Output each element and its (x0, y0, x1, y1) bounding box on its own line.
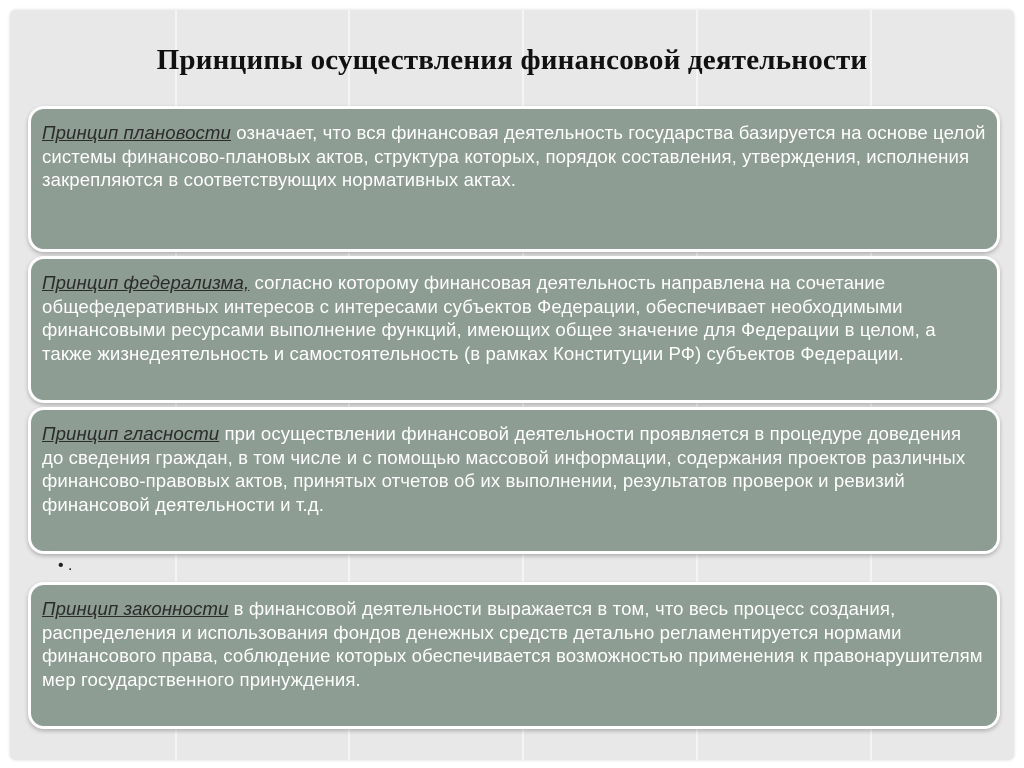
principle-text: при осуществлении финансовой деятельности проявляется в процедуре доведения до сведения граждан, в том числе и с помощью массовой информации, содержания проектов различных финансово-правовых актов, принятых отчетов об их выполнении, результатов проверок и ревизий финансовой деятельности и т.д. (42, 423, 966, 515)
principle-box-legality (28, 582, 1000, 729)
principle-term: Принцип гласности (42, 423, 220, 444)
principle-text: в финансовой деятельности выражается в том, что весь процесс создания, распределения и использования фондов денежных средств детально регламентируется нормами финансового права, соблюдение которых обеспечивается возможностью применения к правонарушителям мер государственного принуждения. (42, 598, 983, 690)
principle-box-publicity (28, 407, 1000, 554)
principle-term: Принцип законности (42, 598, 229, 619)
principle-text: означает, что вся финансовая деятельность государства базируется на основе целой системы финансово-плановых актов, структура которых, порядок составления, утверждения, исполнения закрепляются в соответствующих нормативных актах. (42, 122, 986, 190)
principle-text: согласно которому финансовая деятельность направлена на сочетание общефедеративных интересов с интересами субъектов Федерации, обеспечивает необходимыми финансовыми ресурсами выполнение функций, имеющих общее значение для Федерации в целом, а также жизнедеятельность и самостоятельность (в рамках Конституции РФ) субъектов Федерации. (42, 272, 936, 364)
principle-term: Принцип плановости (42, 122, 231, 143)
principle-term: Принцип федерализма, (42, 272, 250, 293)
stray-bullet: • . (58, 557, 73, 574)
slide-title: Принципы осуществления финансовой деятельности (156, 44, 868, 76)
principle-box-federalism (28, 256, 1000, 403)
principle-box-planning (28, 106, 1000, 252)
